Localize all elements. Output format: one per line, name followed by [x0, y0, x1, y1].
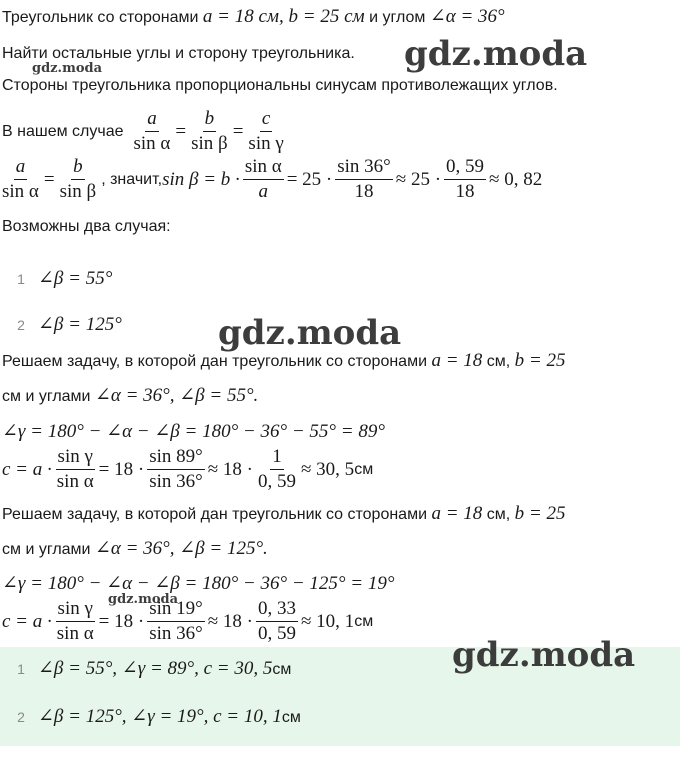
- in-our-case-text: В нашем случае: [2, 122, 124, 140]
- denominator: sin α: [56, 471, 94, 492]
- gamma-expr: ∠γ = 180° − ∠α − ∠β = 180° − 36° − 55° = 89°: [2, 421, 385, 442]
- solve-sep: см,: [482, 506, 515, 523]
- denominator: 0, 59: [258, 623, 296, 644]
- expr-approx-25: ≈ 25 ·: [395, 168, 442, 190]
- denominator: 0, 59: [258, 471, 296, 492]
- fraction-059-18: [444, 156, 486, 203]
- fraction-sin-gamma-sin-alpha: [55, 446, 96, 493]
- solve-sep: см,: [482, 353, 515, 370]
- numerator: sin γ: [56, 598, 95, 622]
- c-prefix: c = a ·: [2, 458, 52, 480]
- sine-law-line: [2, 108, 289, 155]
- answer-item: [16, 658, 291, 681]
- denominator: sin 36°: [149, 471, 203, 492]
- problem-statement: [2, 6, 505, 29]
- list-number: 1: [17, 661, 25, 677]
- denominator: sin α: [133, 133, 171, 154]
- numerator: sin α: [243, 156, 284, 180]
- sin-beta-expr: sin β = b ·: [162, 168, 240, 190]
- side-a: a = 18: [431, 350, 483, 371]
- result-value: ≈ 10, 1: [301, 610, 355, 632]
- list-item: [16, 314, 122, 337]
- solve2-c-line: [2, 598, 373, 645]
- answer-unit: см: [281, 709, 301, 726]
- expr-25: = 25 ·: [286, 168, 333, 190]
- case-expr: ∠β = 125°: [38, 314, 122, 335]
- numerator: c: [260, 108, 272, 132]
- result-value: ≈ 30, 5: [301, 458, 355, 480]
- expr-18: = 18 ·: [98, 610, 145, 632]
- numerator: a: [14, 156, 28, 180]
- denominator: 18: [354, 181, 374, 202]
- numerator: 0, 59: [444, 156, 486, 180]
- denominator: sin γ: [248, 133, 284, 154]
- answer-unit: см: [272, 661, 292, 678]
- problem-text-1: Треугольник со сторонами: [2, 9, 203, 26]
- sin-beta-line: [0, 156, 542, 203]
- solve1-line2: [2, 385, 258, 408]
- gamma-expr: ∠γ = 180° − ∠α − ∠β = 180° − 36° − 125° = 19°: [2, 573, 395, 594]
- answer-expr: ∠β = 125°, ∠γ = 19°, c = 10, 1: [38, 706, 282, 727]
- equals-sign: =: [232, 120, 244, 142]
- watermark-logo: gdz.moda: [108, 592, 179, 607]
- fraction-sin89-sin36: [147, 446, 205, 493]
- numerator: a: [145, 108, 159, 132]
- denominator: sin β: [59, 181, 97, 202]
- angles-expr: ∠α = 36°, ∠β = 55°.: [94, 385, 259, 406]
- numerator: sin 36°: [335, 156, 393, 180]
- expr-18: = 18 ·: [98, 458, 145, 480]
- denominator: sin β: [191, 133, 228, 154]
- fraction-1-059: [256, 446, 298, 493]
- equals-sign: =: [175, 120, 187, 142]
- solve2-gamma: [2, 573, 394, 596]
- case-expr: ∠β = 55°: [38, 268, 113, 289]
- watermark-logo: gdz.moda: [218, 313, 402, 353]
- watermark-logo: gdz.moda: [404, 34, 588, 74]
- side-b: b = 25: [514, 503, 566, 524]
- numerator: b: [71, 156, 85, 180]
- solve-text: Решаем задачу, в которой дан треугольник со сторонами: [2, 506, 432, 523]
- list-number: 1: [17, 271, 25, 287]
- answer-item: [16, 706, 301, 729]
- numerator: sin 89°: [147, 446, 205, 470]
- expr-result-082: ≈ 0, 82: [489, 168, 543, 190]
- denominator: sin α: [56, 623, 94, 644]
- angles-expr: ∠α = 36°, ∠β = 125°.: [94, 538, 268, 559]
- solve1-gamma: [2, 421, 385, 444]
- list-item: [16, 268, 112, 291]
- fraction-a-sin-alpha-2: [0, 156, 41, 203]
- fraction-sin-alpha-a: [243, 156, 284, 203]
- solve1-c-line: [2, 446, 373, 493]
- two-cases-text: Возможны два случая:: [2, 218, 171, 235]
- c-prefix: c = a ·: [2, 610, 52, 632]
- denominator: a: [258, 181, 268, 202]
- list-number: 2: [17, 317, 25, 333]
- numerator: 0, 33: [256, 598, 298, 622]
- fraction-sin36-18: [335, 156, 393, 203]
- fraction-a-sin-alpha: [132, 108, 173, 155]
- watermark-logo: gdz.moda: [452, 635, 636, 675]
- solve-text: см и углами: [2, 541, 95, 558]
- watermark-logo: gdz.moda: [32, 61, 103, 76]
- problem-angle: ∠α = 36°: [429, 6, 505, 27]
- numerator: sin 19°: [147, 598, 205, 622]
- numerator: b: [203, 108, 217, 132]
- equals-sign: =: [43, 168, 55, 190]
- problem-sides: a = 18 см, b = 25 см: [202, 6, 365, 27]
- numerator: 1: [270, 446, 284, 470]
- denominator: sin 36°: [149, 623, 203, 644]
- fraction-b-sin-beta-2: [58, 156, 99, 203]
- solve2-line2: [2, 538, 268, 561]
- denominator: sin α: [2, 181, 39, 202]
- theory-text: Стороны треугольника пропорциональны синусам противолежащих углов.: [2, 77, 558, 94]
- fraction-033-059: [256, 598, 298, 645]
- expr-approx-18: ≈ 18 ·: [207, 458, 253, 480]
- fraction-c-sin-gamma: [246, 108, 285, 155]
- expr-approx-18: ≈ 18 ·: [207, 610, 253, 632]
- solve-text: см и углами: [2, 388, 95, 405]
- solve-text: Решаем задачу, в которой дан треугольник со сторонами: [2, 353, 432, 370]
- means-text: , значит,: [101, 170, 163, 188]
- side-a: a = 18: [431, 503, 483, 524]
- unit: см: [354, 460, 374, 478]
- denominator: 18: [455, 181, 475, 202]
- problem-task: Найти остальные углы и сторону треугольника.: [2, 45, 355, 62]
- fraction-sin-gamma-sin-alpha: [55, 598, 96, 645]
- answer-expr: ∠β = 55°, ∠γ = 89°, c = 30, 5: [38, 658, 273, 679]
- problem-text-2: и углом: [364, 9, 430, 26]
- unit: см: [354, 612, 374, 630]
- solve2-line1: [2, 503, 565, 526]
- numerator: sin γ: [56, 446, 95, 470]
- solve1-line1: [2, 350, 565, 373]
- fraction-b-sin-beta: [189, 108, 230, 155]
- list-number: 2: [17, 709, 25, 725]
- side-b: b = 25: [514, 350, 566, 371]
